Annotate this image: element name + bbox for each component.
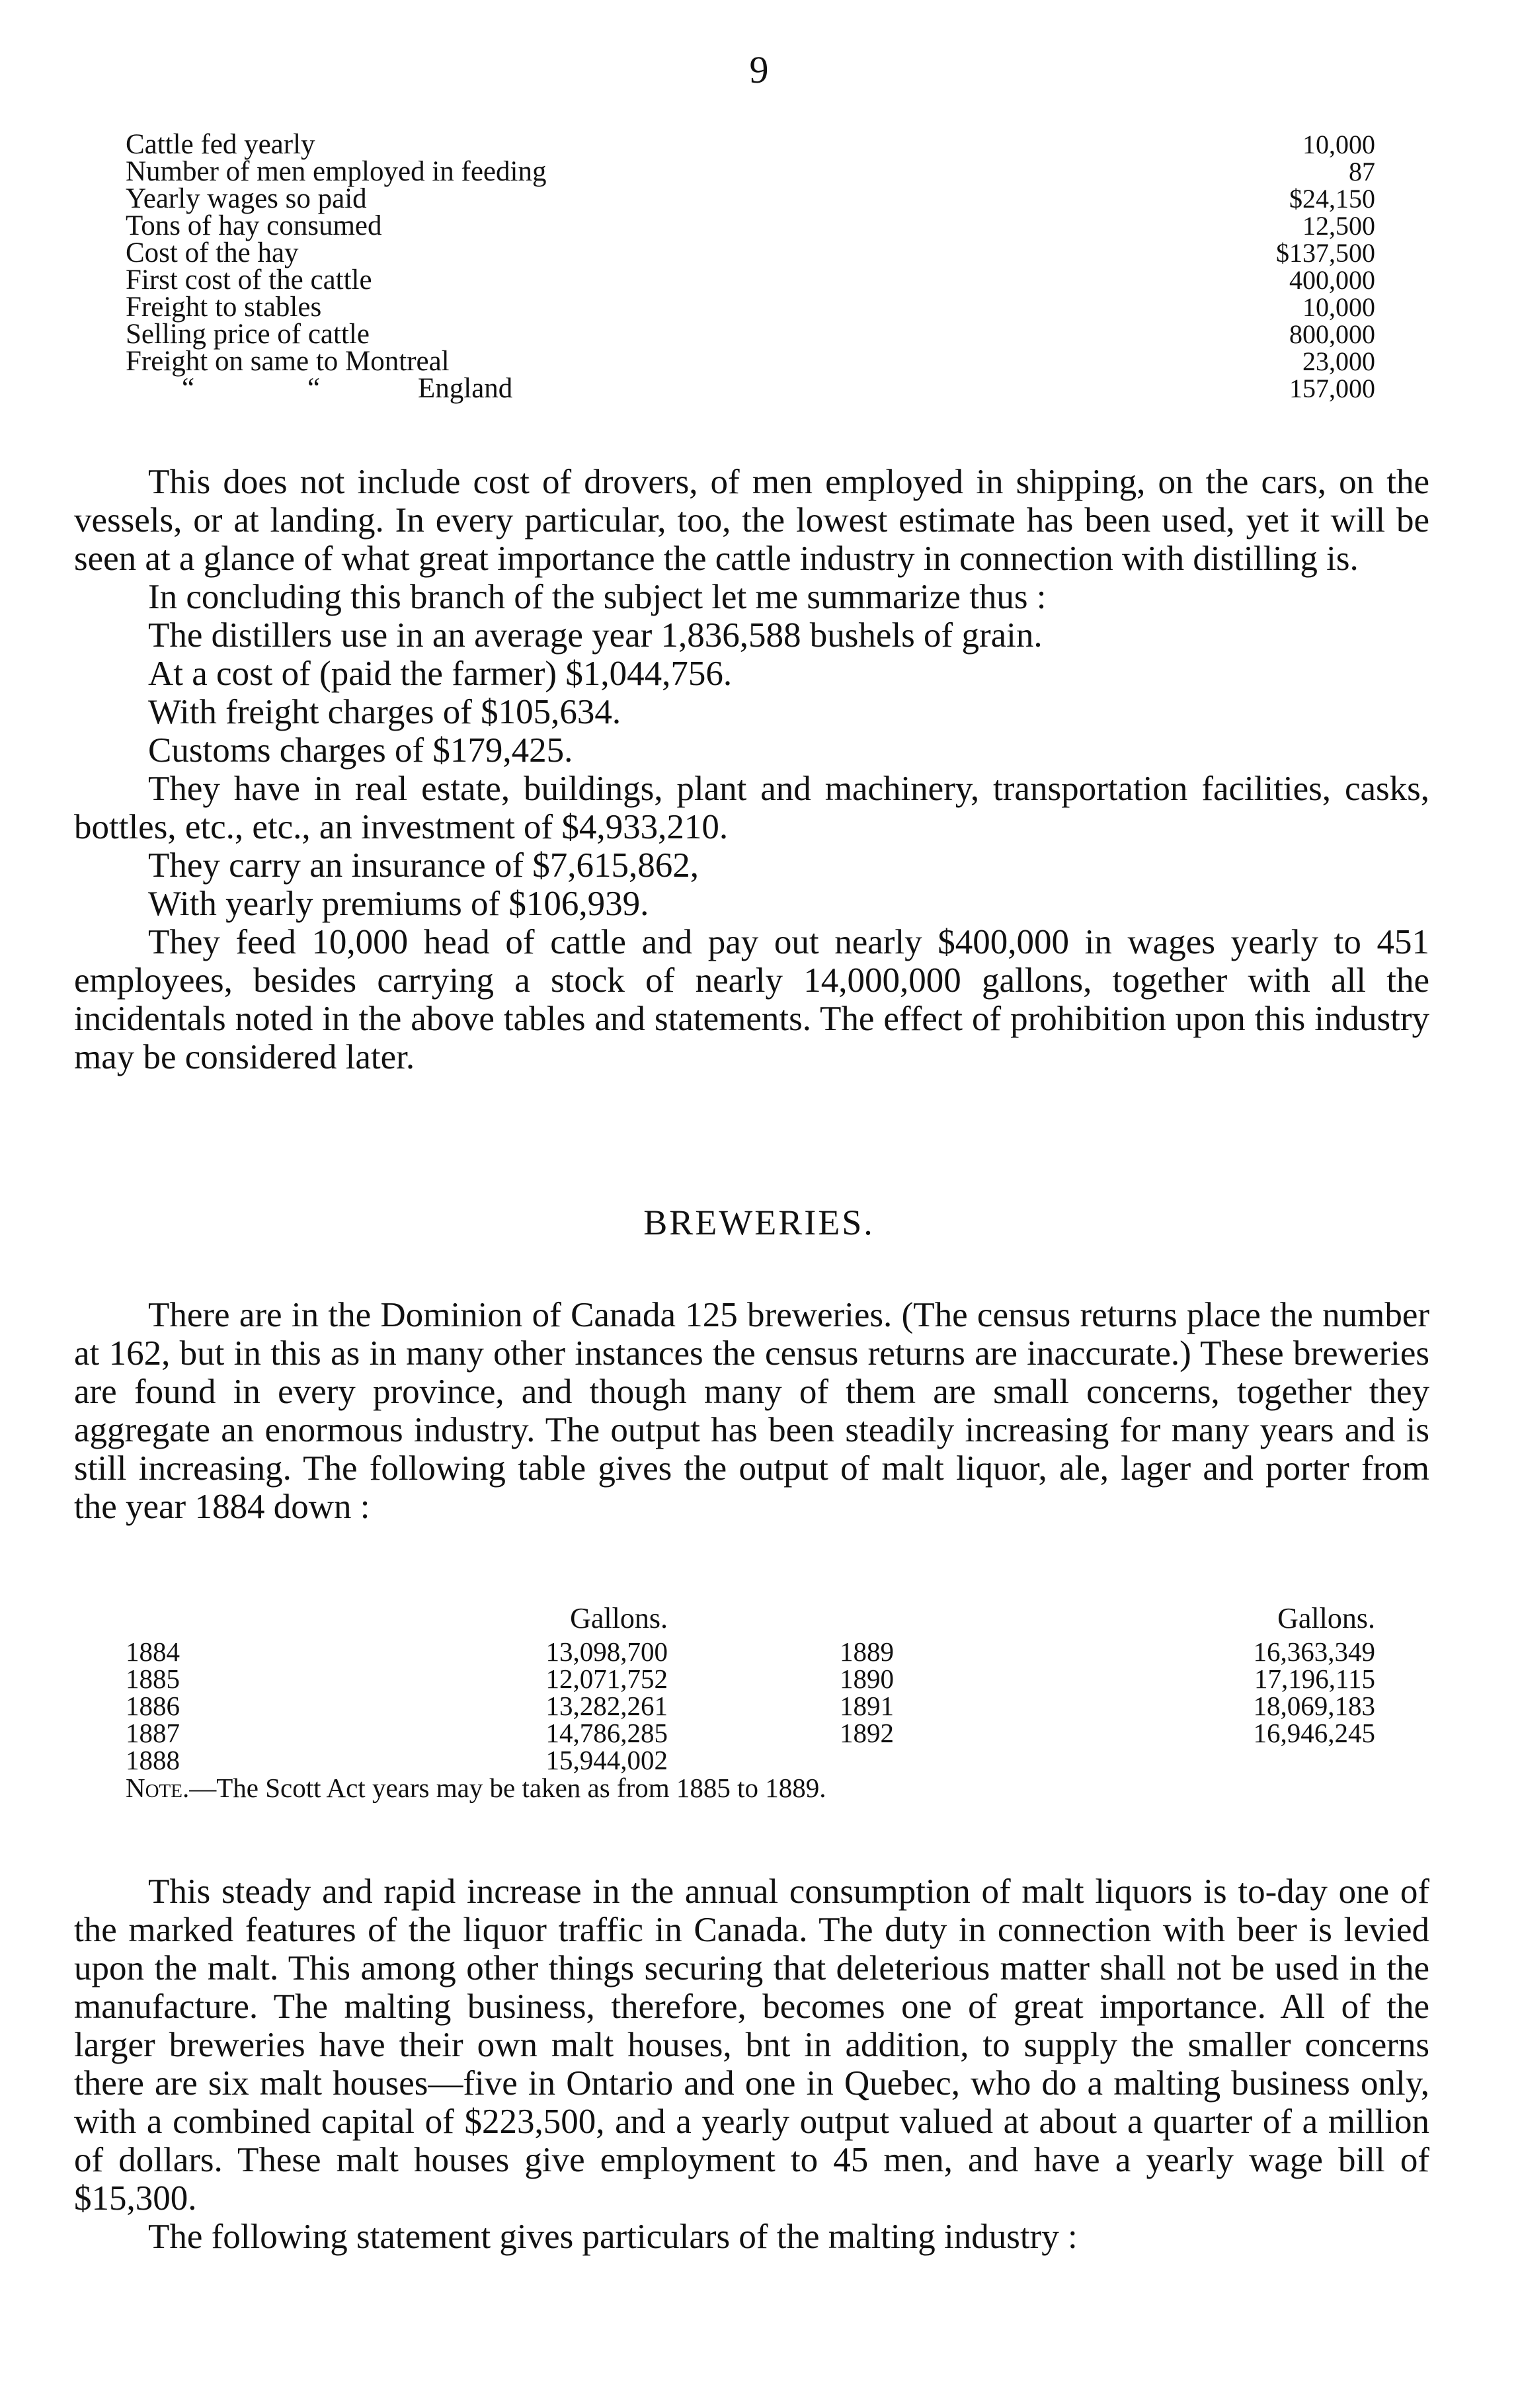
table-row xyxy=(126,266,1375,294)
table-note xyxy=(126,1772,826,1804)
table-row xyxy=(126,212,1375,239)
paragraph: This steady and rapid increase in the annual consumption of malt liquors is to-day one of the marked features of the liquor traffic in Canada. The duty in connection with beer is levied upon the malt. This among other things securing that deleterious matter shall not be used in the manufacture. The malting business, therefore, becomes one of great importance. All of the larger breweries have their own malt houses, bnt in addition, to supply the smaller concerns there are six malt houses—five in Ontario and one in Quebec, who do a malting business only, with a combined capital of $223,500, and a yearly output valued at about a quarter of a million of dollars. These malt houses give employment to 45 men, and have a yearly wage bill of $15,300. xyxy=(74,1872,1429,2218)
page-number: 9 xyxy=(749,48,769,91)
section-heading: BREWERIES. xyxy=(643,1203,875,1242)
note-label: Note. xyxy=(126,1773,190,1803)
table-row xyxy=(126,131,1375,158)
table-row: 1886 13,282,261 xyxy=(126,1691,668,1721)
table-row: 1891 18,069,183 xyxy=(840,1691,1375,1721)
paragraph: The following statement gives particulars of the malting industry : xyxy=(148,2218,1078,2256)
breweries-section xyxy=(74,1296,1429,1526)
table-row xyxy=(126,239,1375,266)
ditto-mark: “ xyxy=(182,373,195,404)
row-value: 157,000 xyxy=(1289,374,1375,403)
table-column xyxy=(840,1601,1375,1747)
table-row xyxy=(126,158,1375,185)
row-label: England xyxy=(418,373,513,404)
summary-line: They have in real estate, buildings, plant and machinery, transportation facilities, casks, bottles, etc., etc., an investment of $4,933,210. xyxy=(74,770,1429,846)
table-row: 1887 14,786,285 xyxy=(126,1718,668,1748)
row-label: First cost of the cattle xyxy=(126,264,372,296)
cattle-statistics-table xyxy=(126,131,1375,402)
row-value: 87 xyxy=(1349,157,1375,186)
table-row: 1890 17,196,115 xyxy=(840,1664,1375,1694)
row-value: $24,150 xyxy=(1289,184,1375,214)
table-row: 1885 12,071,752 xyxy=(126,1664,668,1694)
table-row: 1884 13,098,700 xyxy=(126,1636,668,1667)
row-label: Cattle fed yearly xyxy=(126,129,315,160)
table-row xyxy=(126,185,1375,212)
table-row xyxy=(126,375,1375,402)
table-row: 1892 16,946,245 xyxy=(840,1718,1375,1748)
paragraph: This does not include cost of drovers, of men employed in shipping, on the cars, on the vessels, or at landing. In every particular, too, the lowest estimate has been used, yet it will be seen at a glance of what great importance the cattle industry in connection with distilling is. xyxy=(74,463,1429,578)
summary-line: The distillers use in an average year 1,836,588 bushels of grain. xyxy=(148,616,1043,655)
summary-line: They feed 10,000 head of cattle and pay out nearly $400,000 in wages yearly to 451 employees, besides carrying a stock of nearly 14,000,000 gallons, together with all the incidentals noted in the above tables and statements. The effect of prohibition upon this industry may be considered later. xyxy=(74,923,1429,1076)
table-row xyxy=(126,321,1375,348)
column-header: Gallons. xyxy=(1277,1602,1375,1634)
row-value: $137,500 xyxy=(1276,238,1375,268)
row-label: Freight to stables xyxy=(126,292,322,323)
table-row xyxy=(126,294,1375,321)
column-header: Gallons. xyxy=(570,1602,668,1634)
summary-line: They carry an insurance of $7,615,862, xyxy=(148,846,699,885)
row-label: Yearly wages so paid xyxy=(126,183,367,214)
table-column xyxy=(126,1601,668,1774)
ditto-mark: “ xyxy=(307,373,321,404)
row-label: Cost of the hay xyxy=(126,237,299,268)
malting-section xyxy=(74,1872,1429,2256)
row-value: 12,500 xyxy=(1302,211,1375,241)
row-label: Number of men employed in feeding xyxy=(126,156,547,187)
summary-line: Customs charges of $179,425. xyxy=(148,731,573,770)
row-label: Tons of hay consumed xyxy=(126,210,382,241)
row-label: Selling price of cattle xyxy=(126,319,370,350)
paragraph: There are in the Dominion of Canada 125 breweries. (The census returns place the number at 162, but in this as in many other instances the census returns are inaccurate.) These breweries are found in every province, and though many of them are small concerns, together they aggregate an enormous industry. The output has been steadily increasing for many years and is still increasing. The following table gives the output of malt liquor, ale, lager and porter from the year 1884 down : xyxy=(74,1296,1429,1526)
summary-line: With freight charges of $105,634. xyxy=(148,693,621,731)
note-text: —The Scott Act years may be taken as from 1885 to 1889. xyxy=(189,1773,826,1803)
table-row: 1888 15,944,002 xyxy=(126,1745,668,1775)
summary-line: At a cost of (paid the farmer) $1,044,756. xyxy=(148,655,733,693)
row-value: 800,000 xyxy=(1289,319,1375,349)
distilling-summary-section xyxy=(74,463,1429,1076)
paragraph: In concluding this branch of the subject let me summarize thus : xyxy=(148,578,1047,616)
row-value: 23,000 xyxy=(1302,346,1375,376)
table-row: 1889 16,363,349 xyxy=(840,1636,1375,1667)
summary-line: With yearly premiums of $106,939. xyxy=(148,885,649,923)
table-row xyxy=(126,348,1375,375)
row-value: 10,000 xyxy=(1302,130,1375,159)
row-value: 10,000 xyxy=(1302,292,1375,322)
row-value: 400,000 xyxy=(1289,265,1375,295)
row-label: Freight on same to Montreal xyxy=(126,346,450,377)
